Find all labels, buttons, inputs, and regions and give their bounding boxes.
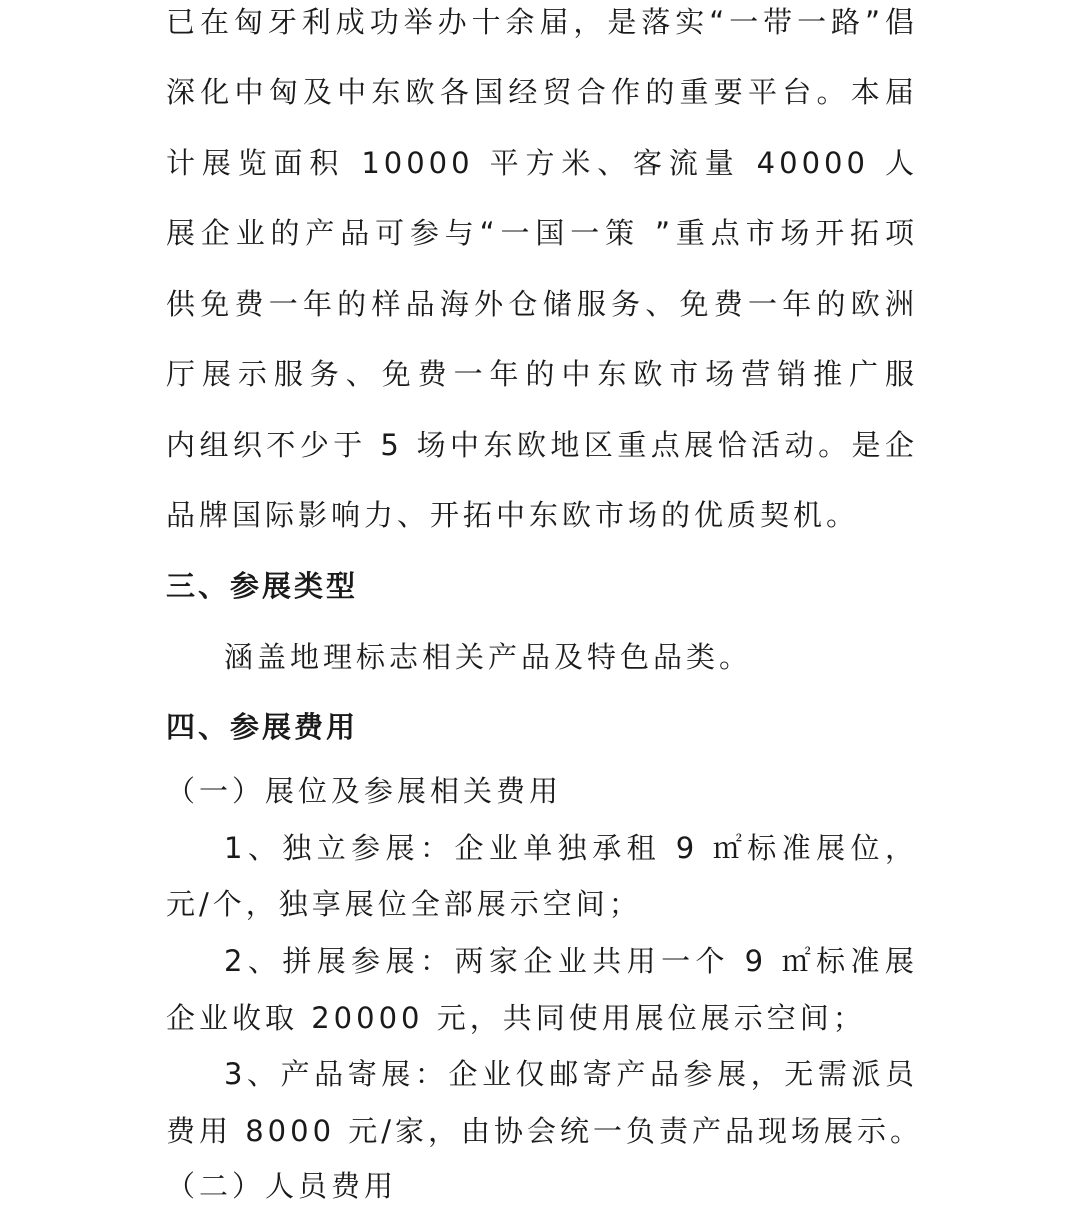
intro-line-6: 厅展示服务、免费一年的中东欧市场营销推广服 xyxy=(166,357,918,391)
section-heading-participation-type: 三、参展类型 xyxy=(166,569,359,603)
item2-line-1: 2、拼展参展：两家企业共用一个 9 ㎡标准展 xyxy=(224,944,918,978)
item1-line-2: 元/个，独享展位全部展示空间； xyxy=(166,887,642,921)
item1-line-1: 1、独立参展：企业单独承租 9 ㎡标准展位， xyxy=(224,831,918,865)
item2-line-2: 企业收取 20000 元，共同使用展位展示空间； xyxy=(166,1001,866,1035)
intro-line-2: 深化中匈及中东欧各国经贸合作的重要平台。本届 xyxy=(166,75,918,109)
intro-line-7: 内组织不少于 5 场中东欧地区重点展恰活动。是企 xyxy=(166,428,918,462)
subsection-personnel-fees: （二）人员费用 xyxy=(166,1169,398,1203)
item3-line-2: 费用 8000 元/家，由协会统一负责产品现场展示。 xyxy=(166,1114,924,1148)
intro-line-8: 品牌国际影响力、开拓中东欧市场的优质契机。 xyxy=(166,498,860,532)
subsection-booth-fees: （一）展位及参展相关费用 xyxy=(166,774,563,808)
intro-line-5: 供免费一年的样品海外仓储服务、免费一年的欧洲 xyxy=(166,287,918,321)
section-heading-fees: 四、参展费用 xyxy=(166,710,359,744)
item3-line-1: 3、产品寄展：企业仅邮寄产品参展，无需派员 xyxy=(224,1057,918,1091)
section3-body: 涵盖地理标志相关产品及特色品类。 xyxy=(224,640,753,674)
intro-line-1: 已在匈牙利成功举办十余届，是落实“一带一路”倡 xyxy=(166,5,918,39)
intro-line-3: 计展览面积 10000 平方米、客流量 40000 人 xyxy=(166,146,918,180)
intro-line-4: 展企业的产品可参与“一国一策 ”重点市场开拓项 xyxy=(166,216,918,250)
